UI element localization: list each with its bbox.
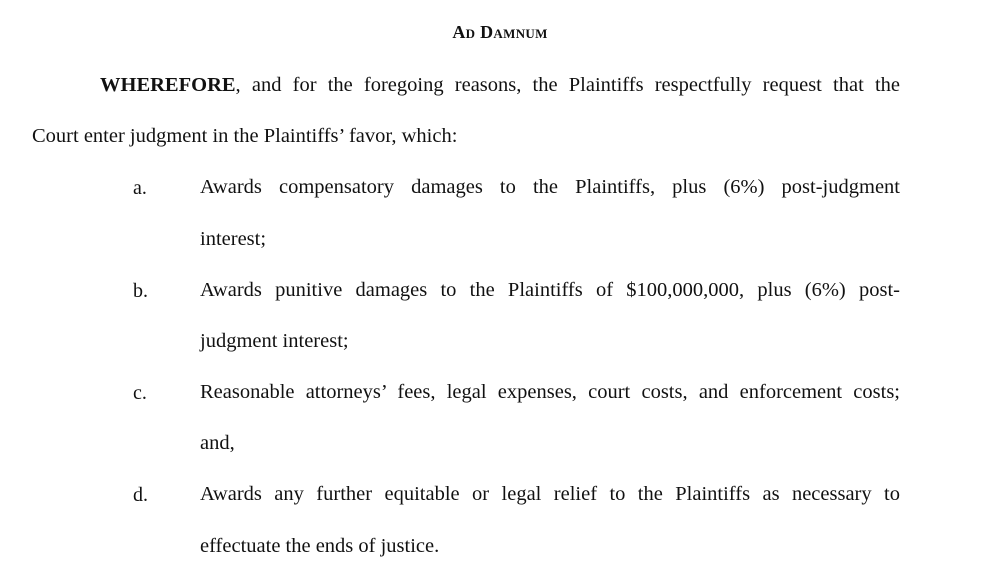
intro-line-2: Court enter judgment in the Plaintiffs’ favor, which:	[32, 125, 458, 147]
item-a-letter: a.	[133, 177, 147, 199]
item-b-line-1: Awards punitive damages to the Plaintiffs of $100,000,000, plus (6%) post-	[200, 279, 900, 301]
item-b-line-2: judgment interest;	[200, 330, 349, 352]
item-b-letter: b.	[133, 280, 148, 302]
item-c-line-1: Reasonable attorneys’ fees, legal expenses, court costs, and enforcement costs;	[200, 381, 900, 403]
wherefore-bold: WHEREFORE	[100, 74, 236, 96]
item-d-line-1: Awards any further equitable or legal relief to the Plaintiffs as necessary to	[200, 483, 900, 505]
item-c-line-2: and,	[200, 432, 235, 454]
item-c-letter: c.	[133, 382, 147, 404]
intro-line-1	[100, 72, 900, 98]
intro-line-1-text: , and for the foregoing reasons, the Plaintiffs respectfully request that the	[235, 74, 900, 96]
item-a-line-1: Awards compensatory damages to the Plaintiffs, plus (6%) post-judgment	[200, 176, 900, 198]
section-heading: Ad Damnum	[452, 22, 548, 42]
item-d-letter: d.	[133, 484, 148, 506]
item-d-line-2: effectuate the ends of justice.	[200, 535, 440, 557]
item-a-line-2: interest;	[200, 228, 267, 250]
